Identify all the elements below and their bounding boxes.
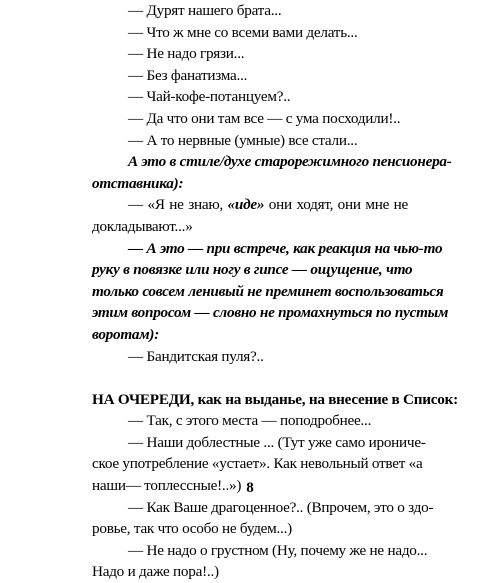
text-line: наши— топлессные!..») (92, 477, 242, 495)
italic-heading-line: А это в стиле/духе старорежимного пенсионера- (128, 153, 452, 171)
section-heading-rest: как на выданье, на внесение в Список: (194, 390, 458, 408)
page-number: 8 (246, 480, 254, 496)
text-line: — Да что они там все — с ума посходили!.. (128, 109, 401, 127)
text-line: — Что ж мне со всеми вами делать... (128, 23, 358, 41)
text-line: Надо и даже пора!..) (92, 563, 219, 581)
text-line: — Наши доблестные ... (Тут уже само ирониче- (128, 433, 426, 451)
quote-line (92, 194, 408, 216)
text-line: — А то нервные (умные) все стали... (128, 131, 358, 149)
text-line: — Не надо о грустном (Ну, почему же не надо... (128, 541, 428, 559)
paragraph-gap (92, 367, 408, 389)
text-line: ское употребление «устает». Как невольный ответ «а (92, 455, 423, 473)
italic-paragraph-line: воротам): (92, 325, 160, 343)
emphasis-word: «иде» (227, 196, 265, 214)
text-line: — Без фанатизма... (128, 66, 248, 84)
italic-paragraph-line: только совсем ленивый не преминет воспользоваться (92, 282, 444, 300)
text-line: ровье, так что особо не будем...) (92, 520, 292, 538)
section-heading (92, 389, 458, 411)
text-line: — Как Ваше драгоценное?.. (Впрочем, это о здо- (128, 498, 434, 516)
quote-line: докладывают...» (92, 217, 193, 235)
section-heading-caps: НА ОЧЕРЕДИ, (92, 390, 195, 408)
italic-paragraph-line: руку в повязке или ногу в гипсе — ощущение, что (92, 261, 413, 279)
text-line: — Бандитская пуля?.. (128, 347, 264, 365)
text-line: — Так, с этого места — поподробнее... (128, 412, 372, 430)
quote-start: — «Я не знаю, (128, 196, 228, 214)
italic-heading-line: отставника): (92, 174, 184, 192)
quote-rest: они ходят, они мне не (264, 196, 408, 214)
italic-paragraph-line: — А это — при встрече, как реакция на чью-то (128, 239, 443, 257)
italic-paragraph-line: этим вопросом — словно не промахнуться по пустым (92, 304, 449, 322)
text-line: — Чай-кофе-потанцуем?.. (128, 88, 291, 106)
text-line: — Не надо грязи... (128, 45, 245, 63)
text-line: — Дурят нашего брата... (128, 2, 282, 19)
